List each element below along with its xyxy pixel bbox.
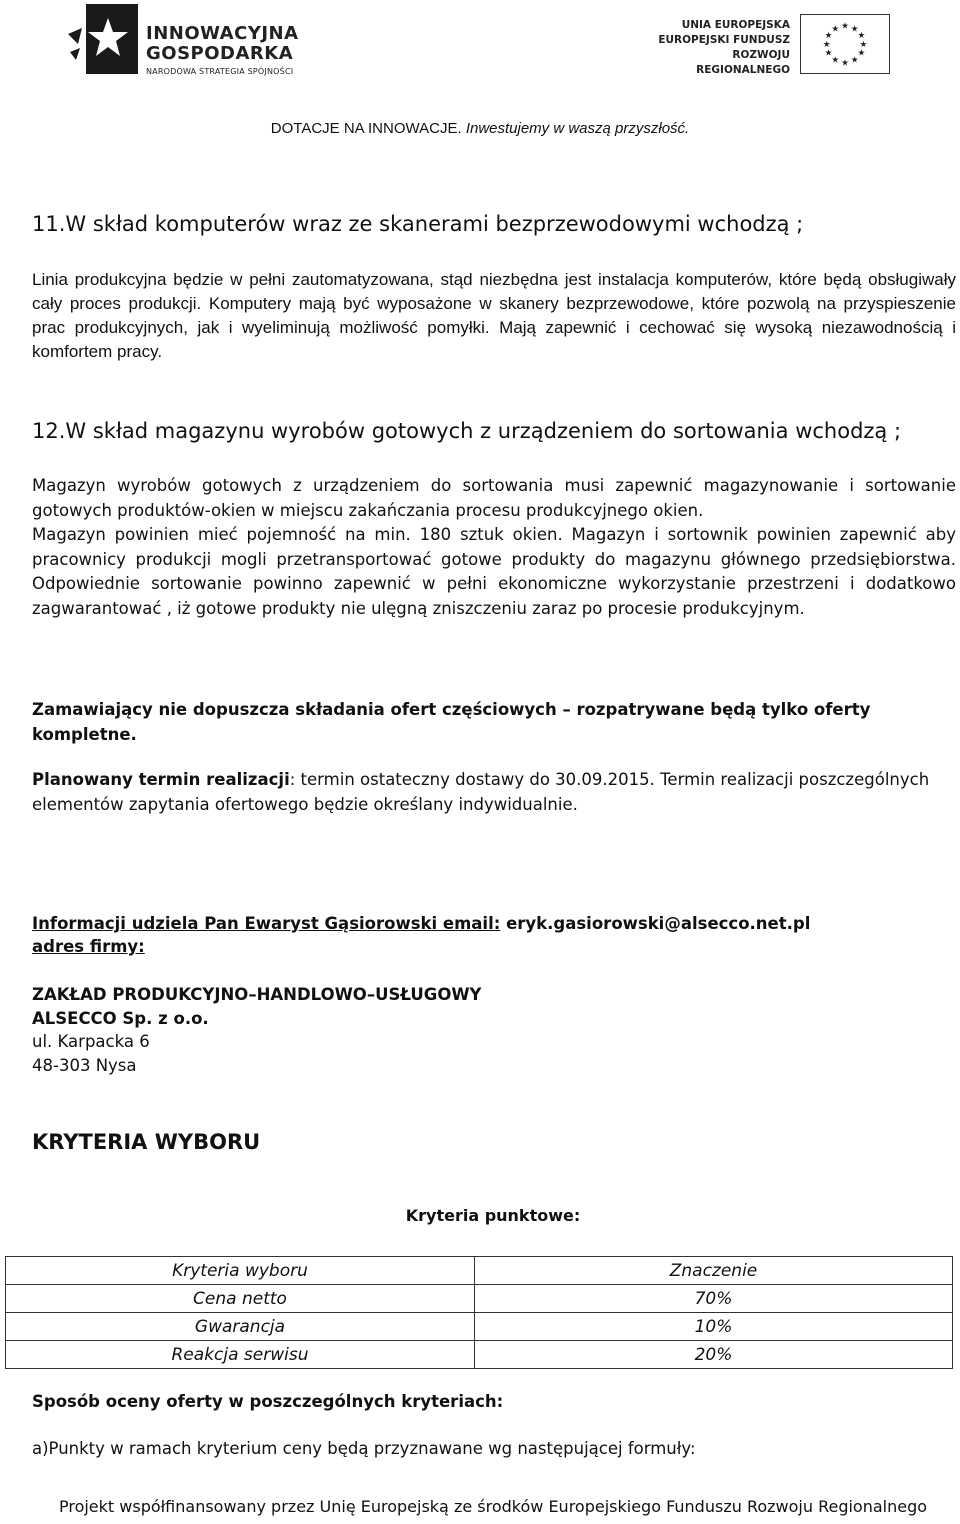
- section-12-paragraph-2: Magazyn powinien mieć pojemność na min. 180 sztuk okien. Magazyn i sortownik powinien zapewnić aby pracownicy produkcji mogli przetransportować gotowe produkty do magazynu głównego przedsiębiorstwa. Odpowiednie sortowanie powinno zapewnić w pełni ekonomiczne wykorzystanie przestrzeni i dodatkowo zagwarantować , iż gotowe produkty nie ulęgną zniszczeniu zaraz po procesie produkcyjnym.: [32, 525, 956, 618]
- logo-left-line2: GOSPODARKA: [146, 43, 294, 64]
- svg-text:★: ★: [850, 55, 859, 66]
- svg-text:★: ★: [857, 31, 866, 42]
- table-row: [6, 1313, 953, 1341]
- company-name-line1: ZAKŁAD PRODUKCYJNO–HANDLOWO–USŁUGOWY: [32, 985, 482, 1004]
- table-row: [6, 1341, 953, 1369]
- partial-offers-notice: Zamawiający nie dopuszcza składania ofert częściowych – rozpatrywane będą tylko oferty kompletne.: [32, 700, 871, 744]
- table-header-row: [6, 1257, 953, 1285]
- schedule-text: : termin ostateczny dostawy do 30.09.2015. Termin realizacji poszczególnych elementów zapytania ofertowego będzie określany indywidualnie.: [32, 770, 930, 814]
- address-label: adres firmy:: [32, 937, 145, 956]
- schedule-label: Planowany termin realizacji: [32, 770, 290, 789]
- table-cell: 70%: [475, 1285, 953, 1313]
- section-11-heading: 11.W skład komputerów wraz ze skanerami bezprzewodowymi wchodzą ;: [32, 212, 804, 236]
- svg-text:★: ★: [824, 48, 833, 59]
- tagline-italic: Inwestujemy w waszą przyszłość.: [465, 120, 690, 137]
- svg-text:★: ★: [831, 24, 840, 35]
- table-cell: Reakcja serwisu: [6, 1341, 475, 1369]
- svg-text:★: ★: [831, 55, 840, 66]
- eu-logo-text: [640, 18, 790, 78]
- svg-text:★: ★: [841, 21, 849, 32]
- svg-text:★: ★: [824, 31, 833, 42]
- section-12-text: [32, 474, 956, 621]
- eu-flag-icon: [800, 14, 890, 74]
- section-11-text: [32, 268, 956, 364]
- section-11-paragraph: Linia produkcyjna będzie w pełni zautomatyzowana, stąd niezbędna jest instalacja komputerów, które będą obsługiwały cały proces produkcji. Komputery mają być wyposażone w skanery bezprzewodowe, które pozwolą na przyspieszenie prac produkcyjnych, jak i wyeliminują możliwość pomyłki. Mają zapewnić i cechować się wysoką niezawodnością i komfortem pracy.: [32, 270, 956, 361]
- criteria-heading: KRYTERIA WYBORU: [32, 1130, 261, 1154]
- svg-text:★: ★: [822, 39, 831, 50]
- contact-line: [32, 912, 810, 936]
- criteria-subheading: Kryteria punktowe:: [405, 1206, 581, 1225]
- table-cell: Cena netto: [6, 1285, 475, 1313]
- logo-left-line1: INNOWACYJNA: [146, 23, 299, 44]
- company-name-line2: ALSECCO Sp. z o.o.: [32, 1009, 209, 1028]
- tagline-plain: DOTACJE NA INNOWACJE.: [270, 120, 462, 137]
- svg-text:★: ★: [859, 39, 868, 50]
- method-heading: Sposób oceny oferty w poszczególnych kryteriach:: [32, 1392, 504, 1411]
- price-formula-line: a)Punkty w ramach kryterium ceny będą przyznawane wg następującej formuły:: [32, 1439, 696, 1458]
- eu-logo: [640, 14, 892, 74]
- contact-email[interactable]: eryk.gasiorowski@alsecco.net.pl: [506, 914, 811, 933]
- svg-text:★: ★: [857, 48, 866, 59]
- table-header-weight: Znaczenie: [475, 1257, 953, 1285]
- tagline: [0, 120, 960, 137]
- table-cell: 10%: [475, 1313, 953, 1341]
- logo-left-line3: NARODOWA STRATEGIA SPÓJNOŚCI: [146, 67, 294, 76]
- table-header-criteria: Kryteria wyboru: [6, 1257, 475, 1285]
- company-city: 48-303 Nysa: [32, 1056, 137, 1075]
- section-12-heading: 12.W skład magazynu wyrobów gotowych z urządzeniem do sortowania wchodzą ;: [32, 419, 902, 443]
- table-cell: 20%: [475, 1341, 953, 1369]
- eu-logo-line2: EUROPEJSKI FUNDUSZ: [658, 34, 790, 46]
- criteria-table: [5, 1256, 953, 1369]
- company-street: ul. Karpacka 6: [32, 1032, 150, 1051]
- footer-cofinancing: Projekt współfinansowany przez Unię Europejską ze środków Europejskiego Funduszu Rozwoju Regionalnego: [58, 1497, 928, 1516]
- svg-text:★: ★: [841, 58, 849, 69]
- eu-logo-line3: ROZWOJU REGIONALNEGO: [696, 49, 790, 76]
- star-arrow-icon: [68, 4, 138, 74]
- section-12-paragraph-1: Magazyn wyrobów gotowych z urządzeniem do sortowania musi zapewnić magazynowanie i sortowanie gotowych produktów-okien w miejscu zakańczania procesu produkcyjnego okien.: [32, 476, 956, 520]
- schedule: [32, 768, 932, 817]
- eu-logo-line1: UNIA EUROPEJSKA: [681, 19, 790, 31]
- innowacyjna-gospodarka-logo: [68, 4, 308, 80]
- svg-text:★: ★: [850, 24, 859, 35]
- contact-info-label: Informacji udziela Pan Ewaryst Gąsiorowski email:: [32, 914, 501, 933]
- table-cell: Gwarancja: [6, 1313, 475, 1341]
- table-row: [6, 1285, 953, 1313]
